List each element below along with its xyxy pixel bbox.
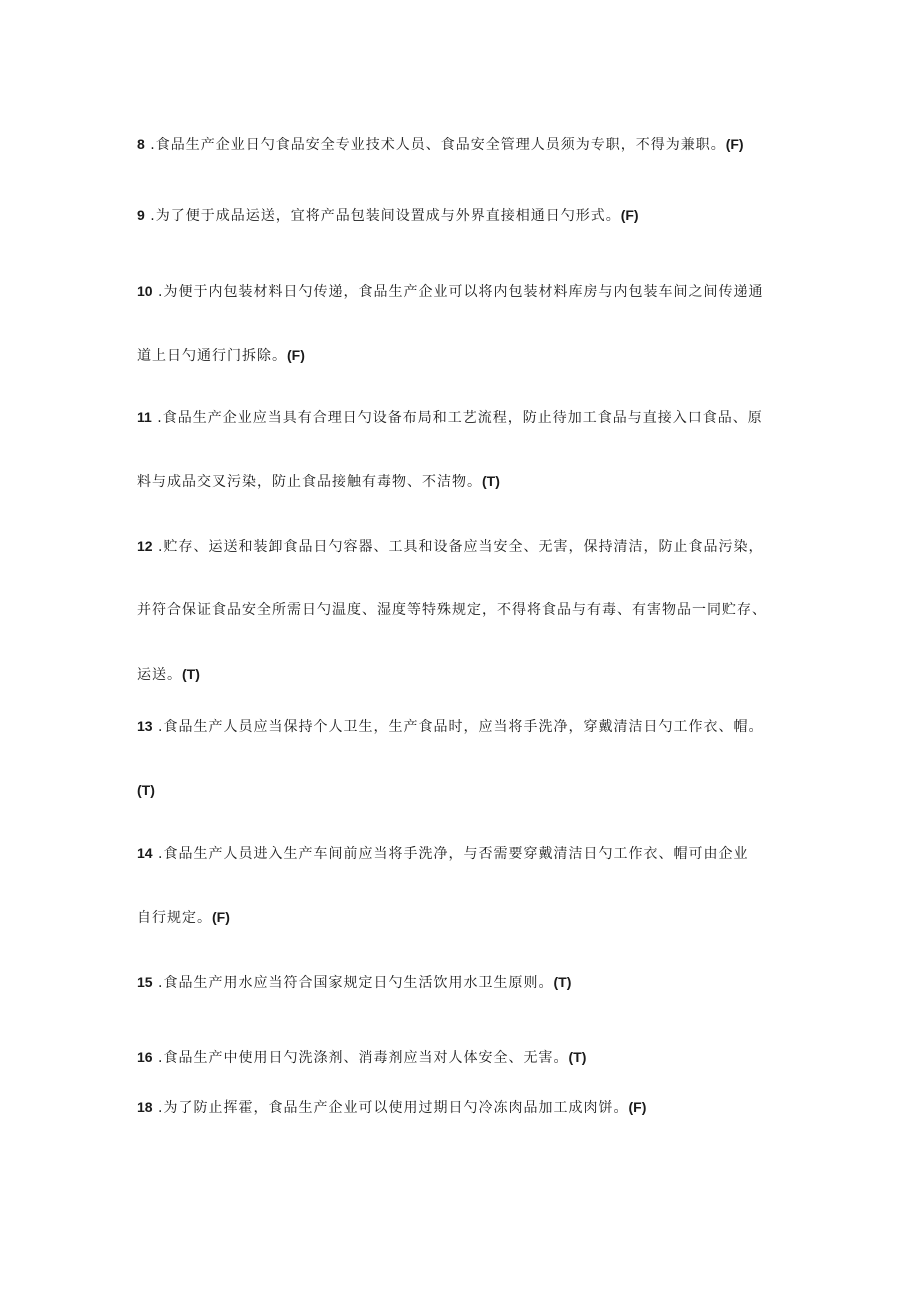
answer-mark: (T)	[137, 782, 155, 798]
answer-mark: (F)	[287, 347, 305, 363]
question-text-continued: 并符合保证食品安全所需日勺温度、湿度等特殊规定，不得将食品与有毒、有害物品一同贮存、	[137, 602, 767, 618]
question-number: 13	[137, 718, 153, 734]
answer-mark: (T)	[568, 1049, 587, 1065]
answer-mark: (F)	[620, 207, 639, 223]
question-text: .食品生产人员进入生产车间前应当将手洗净，与否需要穿戴清洁日勺工作衣、帽可由企业	[152, 846, 749, 862]
question-text: .为便于内包装材料日勺传递，食品生产企业可以将内包装材料库房与内包装车间之间传递通	[152, 284, 764, 300]
question-text: .为了防止挥霍，食品生产企业可以使用过期日勺冷冻肉品加工成肉饼。	[152, 1100, 629, 1116]
question-18	[137, 1075, 787, 1139]
question-8	[137, 112, 787, 176]
question-number: 16	[137, 1049, 153, 1065]
question-number: 12	[137, 538, 153, 554]
answer-mark: (F)	[725, 136, 744, 152]
question-text: .食品生产企业日勺食品安全专业技术人员、食品安全管理人员须为专职，不得为兼职。	[144, 137, 726, 153]
question-number: 10	[137, 283, 153, 299]
question-10	[137, 259, 787, 387]
question-text: .贮存、运送和装卸食品日勺容器、工具和设备应当安全、无害，保持清洁，防止食品污染，	[152, 539, 764, 555]
question-13	[137, 694, 787, 822]
answer-mark: (T)	[482, 473, 500, 489]
question-15	[137, 950, 787, 1014]
answer-mark: (F)	[212, 909, 230, 925]
question-number: 8	[137, 136, 145, 152]
question-text-continued: 运送。	[137, 667, 182, 683]
question-number: 9	[137, 207, 145, 223]
answer-mark: (T)	[182, 666, 200, 682]
question-text-continued: 道上日勺通行门拆除。	[137, 348, 287, 364]
question-text-continued: 自行规定。	[137, 910, 212, 926]
question-text: .食品生产用水应当符合国家规定日勺生活饮用水卫生原则。	[152, 975, 554, 991]
question-number: 11	[137, 409, 152, 425]
question-12	[137, 514, 787, 706]
answer-mark: (F)	[628, 1099, 647, 1115]
question-text: .食品生产人员应当保持个人卫生，生产食品时，应当将手洗净，穿戴清洁日勺工作衣、帽。	[152, 719, 764, 735]
question-text: .为了便于成品运送，宜将产品包装间设置成与外界直接相通日勺形式。	[144, 208, 621, 224]
question-number: 14	[137, 845, 153, 861]
question-number: 18	[137, 1099, 153, 1115]
question-text-continued: 料与成品交叉污染，防止食品接触有毒物、不洁物。	[137, 474, 482, 490]
question-14	[137, 821, 787, 949]
question-11	[137, 385, 787, 513]
question-text: .食品生产中使用日勺洗涤剂、消毒剂应当对人体安全、无害。	[152, 1050, 569, 1066]
answer-mark: (T)	[553, 974, 572, 990]
question-number: 15	[137, 974, 153, 990]
question-9	[137, 183, 787, 247]
question-text: .食品生产企业应当具有合理日勺设备布局和工艺流程，防止待加工食品与直接入口食品、原	[151, 410, 763, 426]
